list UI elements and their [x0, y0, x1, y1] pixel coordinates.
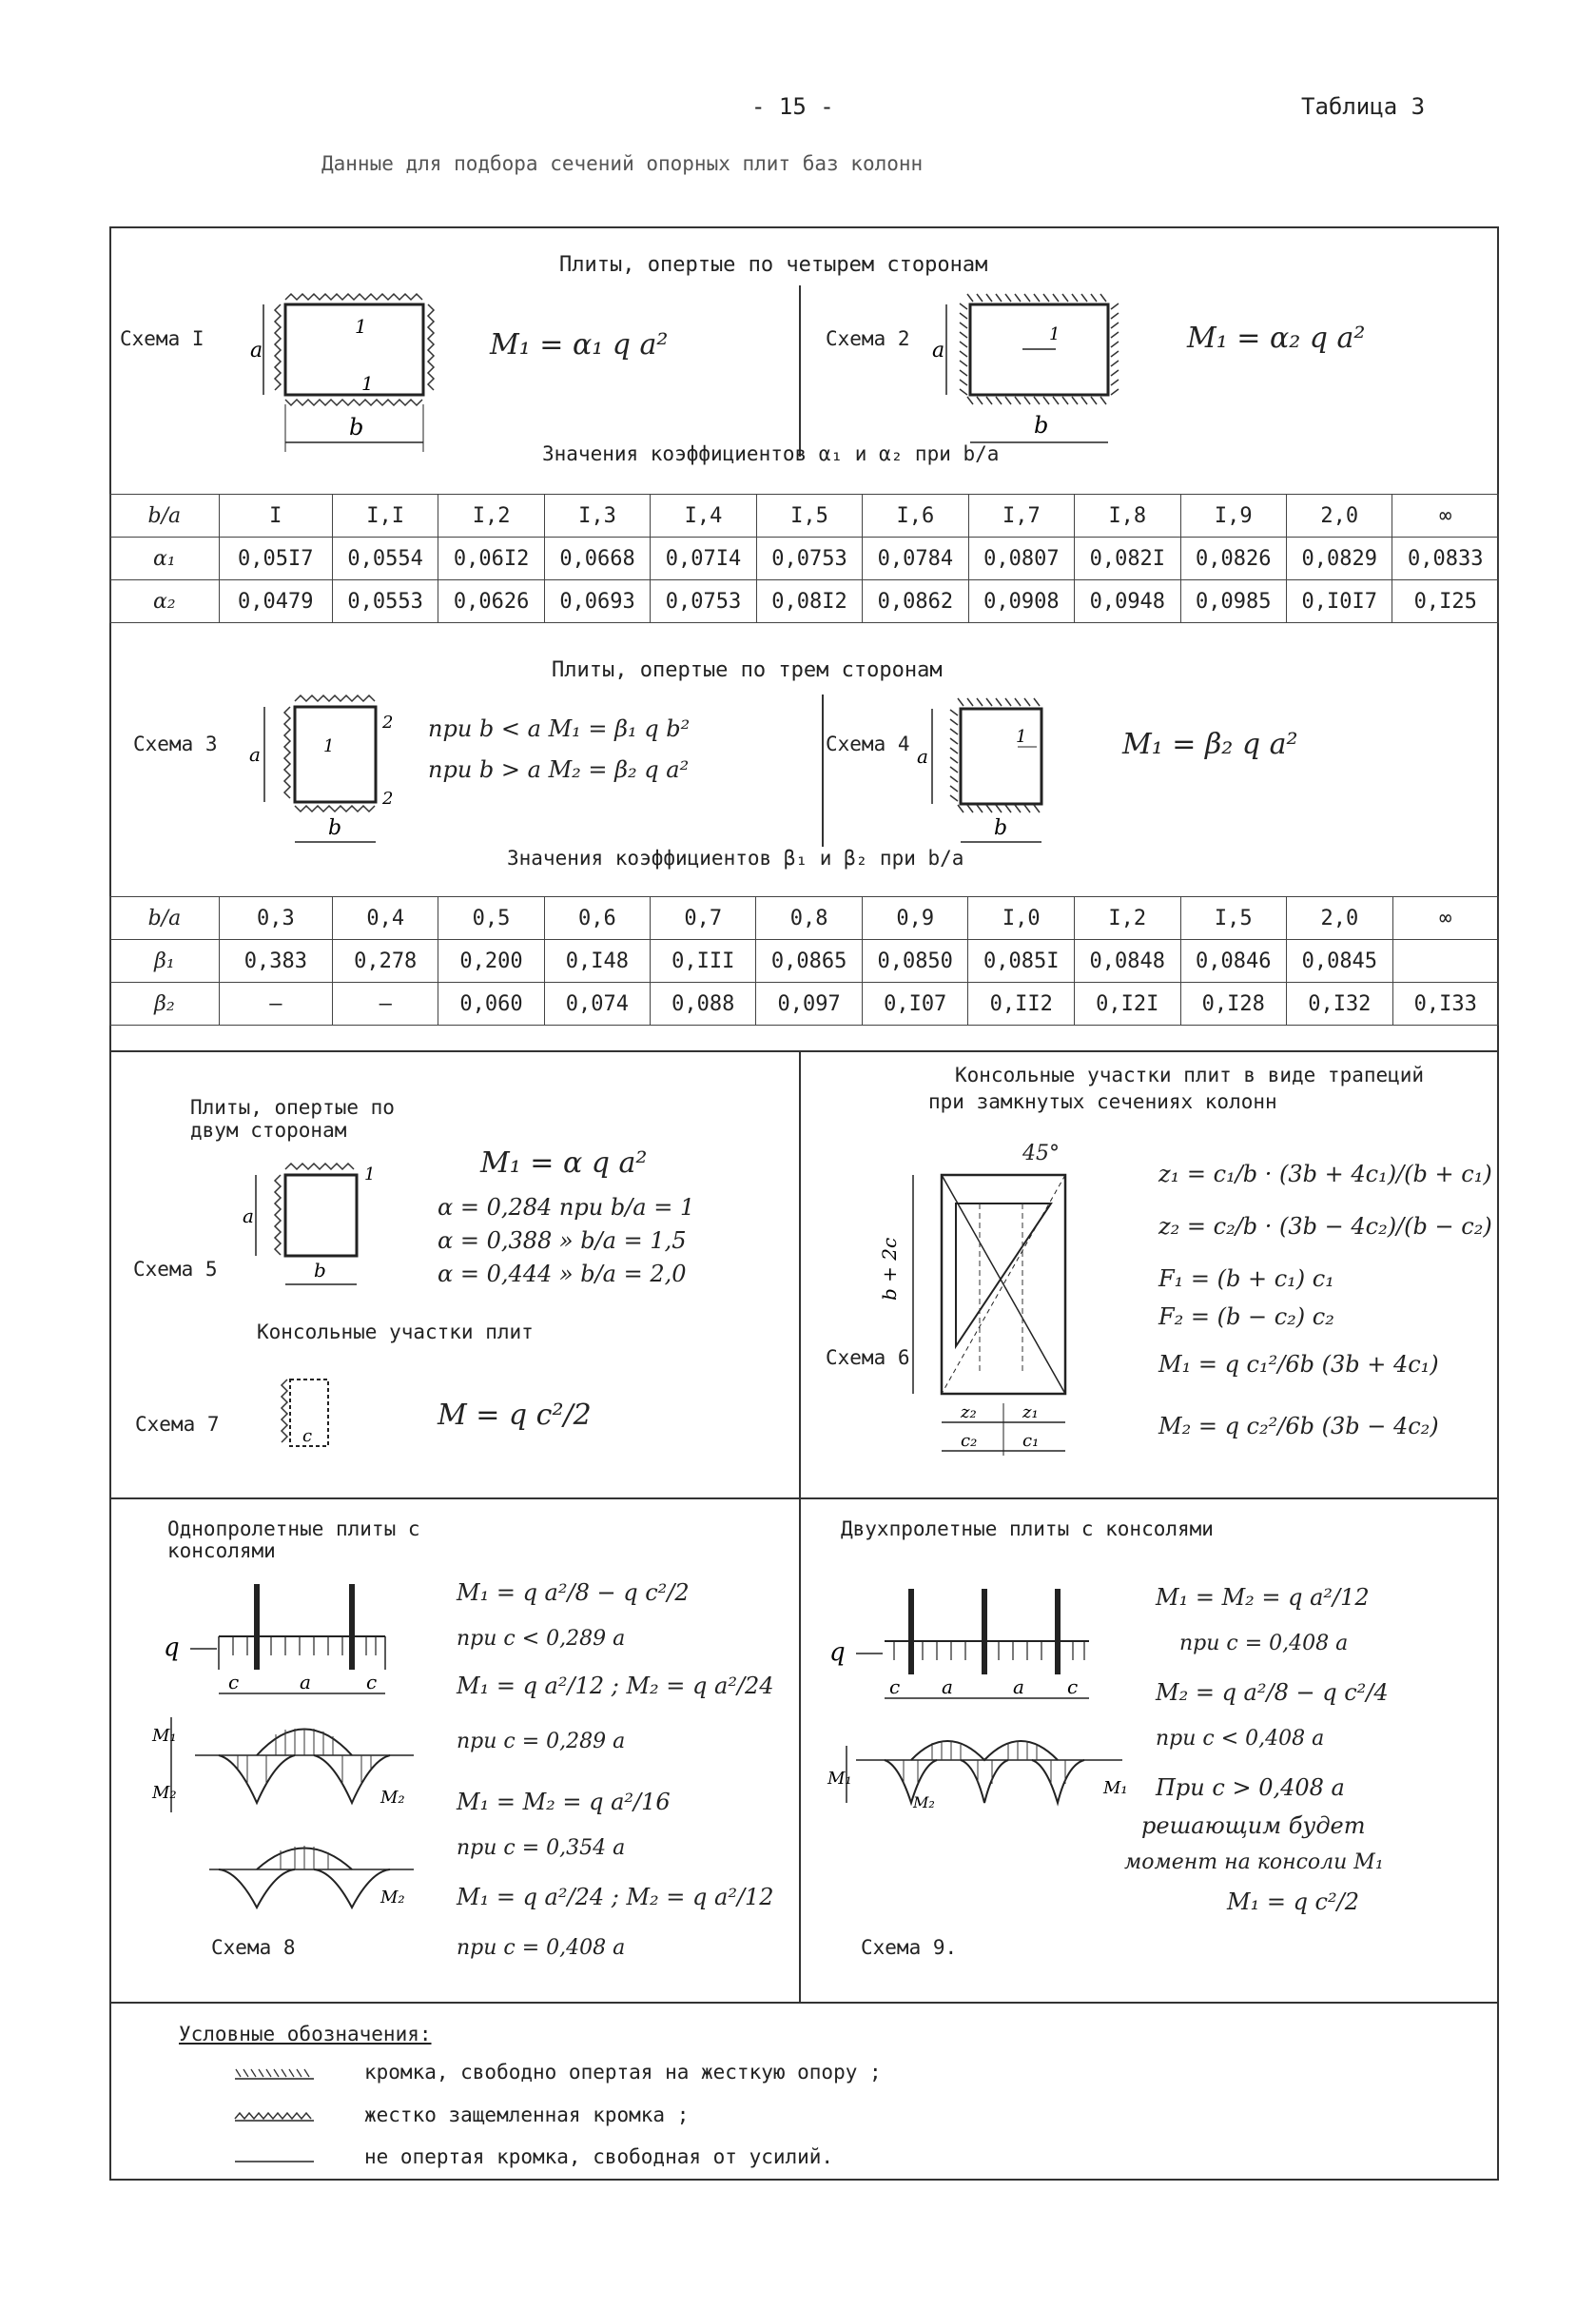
table-cell: 0,0833: [1392, 538, 1499, 580]
svg-text:1: 1: [361, 372, 374, 395]
scheme9-line-1: M₁ = M₂ = q a²/12: [1156, 1584, 1370, 1611]
scheme2-label: Схема 2: [826, 327, 910, 350]
table-cell: 0,0908: [968, 580, 1074, 623]
hinged-edge-symbol: [233, 2064, 319, 2084]
scheme3-formula-1: при b < a M₁ = β₁ q b²: [428, 715, 691, 742]
legend-item-hinged: кромка, свободно опертая на жесткую опору ;: [364, 2061, 882, 2084]
scheme9-line-4: при c < 0,408 a: [1156, 1727, 1325, 1751]
fixed-edge-symbol: [233, 2107, 319, 2126]
table-header-cell: I,3: [544, 495, 650, 538]
svg-text:M₂: M₂: [913, 1793, 935, 1811]
table-cell: β₁: [110, 940, 220, 983]
scheme6-line-1: z₁ = c₁/b · (3b + 4c₁)/(b + c₁): [1158, 1161, 1492, 1187]
table-header-cell: I,5: [1180, 897, 1287, 940]
section4-left-title-2: консолями: [167, 1539, 276, 1562]
table-cell: 0,085I: [968, 940, 1075, 983]
table-cell: 0,0846: [1180, 940, 1287, 983]
svg-text:b + 2c: b + 2c: [878, 1237, 901, 1301]
scheme6-label: Схема 6: [826, 1346, 910, 1369]
svg-text:M₂: M₂: [380, 1888, 405, 1908]
table-cell: 0,0948: [1075, 580, 1180, 623]
page-number: - 15 -: [751, 93, 834, 120]
table-cell: 0,05I7: [219, 538, 332, 580]
scheme9-diagram: [818, 1579, 1141, 1893]
section4-left-title-1: Однопролетные плиты с: [167, 1517, 420, 1540]
table-cell: 0,088: [651, 983, 756, 1026]
scheme4-formula: M₁ = β₂ q a²: [1122, 728, 1298, 761]
table-cell: 0,0553: [332, 580, 438, 623]
table-header-cell: I,4: [651, 495, 756, 538]
table-cell: 0,060: [438, 983, 544, 1026]
table-header-cell: 0,4: [333, 897, 438, 940]
svg-text:a: a: [917, 745, 928, 768]
svg-text:a: a: [932, 339, 945, 362]
table-cell: 0,07I4: [651, 538, 756, 580]
scheme8-line-1: M₁ = q a²/8 − q c²/2: [457, 1579, 690, 1606]
section3-right-title-2: при замкнутых сечениях колонн: [928, 1090, 1277, 1113]
table-cell: α₂: [110, 580, 220, 623]
section1-title: Плиты, опертые по четырем сторонам: [559, 253, 988, 277]
svg-text:b: b: [314, 1259, 326, 1282]
scheme5-diagram: [243, 1156, 385, 1299]
scheme1-label: Схема I: [120, 327, 204, 350]
table-header-cell: I,5: [756, 495, 862, 538]
table-cell: 0,08I2: [756, 580, 862, 623]
table-cell: 0,I2I: [1075, 983, 1181, 1026]
free-edge-symbol: [233, 2150, 319, 2169]
scheme8-line-2: при c < 0,289 a: [457, 1627, 626, 1651]
table-cell: 0,I48: [544, 940, 650, 983]
section-divider: [799, 1497, 801, 2002]
svg-text:1: 1: [1016, 727, 1027, 747]
svg-text:1: 1: [1049, 324, 1061, 344]
scheme9-line-2: при c = 0,408 a: [1179, 1632, 1349, 1655]
table-header-cell: 0,7: [651, 897, 756, 940]
scheme7-formula: M = q c²/2: [438, 1399, 592, 1432]
table-cell: 0,074: [544, 983, 650, 1026]
scheme9-line-5: При c > 0,408 a: [1156, 1774, 1345, 1801]
legend-title: Условные обозначения:: [179, 2023, 432, 2045]
table-header-cell: I,2: [1075, 897, 1181, 940]
table-header-cell: 0,8: [756, 897, 863, 940]
table-cell: 0,0850: [862, 940, 968, 983]
section3-left-title-2: двум сторонам: [190, 1119, 347, 1142]
svg-text:q: q: [164, 1634, 180, 1662]
scheme7-label: Схема 7: [135, 1413, 220, 1436]
scheme5-line-2: α = 0,388 » b/a = 1,5: [438, 1227, 687, 1254]
table-header-cell: b/a: [110, 897, 220, 940]
scheme5-formula: M₁ = α q a²: [480, 1146, 648, 1180]
table-cell: 0,0753: [651, 580, 756, 623]
beta-coef-table: [109, 896, 1499, 1026]
scheme4-diagram: [913, 695, 1065, 861]
table-cell: 0,200: [438, 940, 544, 983]
legend-item-free: не опертая кромка, свободная от усилий.: [364, 2145, 834, 2168]
scheme8-diagram: [143, 1575, 418, 1936]
scheme1-diagram: [243, 290, 452, 471]
scheme8-label: Схема 8: [211, 1936, 296, 1959]
table-cell: 0,0693: [544, 580, 650, 623]
table-cell: 0,0479: [219, 580, 332, 623]
table-cell: 0,0848: [1075, 940, 1181, 983]
svg-text:c: c: [366, 1671, 378, 1693]
svg-text:a: a: [300, 1671, 311, 1693]
svg-text:1: 1: [364, 1164, 376, 1184]
table-cell: 0,278: [333, 940, 438, 983]
scheme3-formula-2: при b > a M₂ = β₂ q a²: [428, 756, 690, 783]
table-cell: 0,383: [219, 940, 332, 983]
scheme8-line-8: при c = 0,408 a: [457, 1936, 626, 1960]
scheme4-label: Схема 4: [826, 733, 910, 755]
table-header-cell: 2,0: [1287, 495, 1392, 538]
section-divider: [109, 1050, 1499, 1052]
table-header-cell: b/a: [110, 495, 220, 538]
section3-left-title-1: Плиты, опертые по: [190, 1096, 395, 1119]
table-cell: 0,I32: [1287, 983, 1393, 1026]
scheme9-line-6: решающим будет: [1141, 1812, 1366, 1839]
divider: [799, 285, 801, 457]
table-cell: 0,0753: [756, 538, 862, 580]
table-cell: 0,0784: [863, 538, 968, 580]
svg-text:a: a: [1013, 1675, 1024, 1698]
svg-text:z₁: z₁: [1022, 1402, 1039, 1422]
table-header-cell: I,I: [332, 495, 438, 538]
svg-text:a: a: [250, 339, 263, 362]
table-cell: 0,082I: [1075, 538, 1180, 580]
table-cell: 0,I28: [1180, 983, 1287, 1026]
svg-text:z₂: z₂: [961, 1402, 977, 1422]
section3-right-title-1: Консольные участки плит в виде трапеций: [955, 1064, 1425, 1086]
scheme3-label: Схема 3: [133, 733, 218, 755]
scheme7-diagram: [276, 1375, 342, 1460]
svg-text:M₁: M₁: [827, 1769, 852, 1789]
table-cell: –: [333, 983, 438, 1026]
svg-text:M₂: M₂: [380, 1788, 405, 1808]
table-cell: 0,I25: [1392, 580, 1499, 623]
scheme8-line-3: M₁ = q a²/12 ; M₂ = q a²/24: [457, 1673, 774, 1699]
table-cell: β₂: [110, 983, 220, 1026]
table-cell: 0,0845: [1287, 940, 1393, 983]
scheme5-line-3: α = 0,444 » b/a = 2,0: [438, 1261, 687, 1287]
scheme6-line-4: F₂ = (b − c₂) c₂: [1158, 1303, 1334, 1330]
table-header-cell: ∞: [1392, 495, 1499, 538]
scheme9-line-3: M₂ = q a²/8 − q c²/4: [1156, 1679, 1389, 1706]
table-cell: 0,0985: [1180, 580, 1286, 623]
table-cell: 0,0826: [1180, 538, 1286, 580]
scheme8-line-4: при c = 0,289 a: [457, 1730, 626, 1753]
scheme3-diagram: [247, 690, 399, 861]
scheme6-diagram: [878, 1146, 1113, 1470]
table-cell: 0,I33: [1392, 983, 1498, 1026]
svg-text:a: a: [243, 1204, 254, 1227]
scheme1-formula: M₁ = α₁ q a²: [490, 328, 669, 362]
legend-item-fixed: жестко защемленная кромка ;: [364, 2104, 690, 2126]
table-header-cell: I,6: [863, 495, 968, 538]
section2-coef-caption: Значения коэффициентов β₁ и β₂ при b/a: [507, 847, 964, 870]
section1-coef-caption: Значения коэффициентов α₁ и α₂ при b/a: [542, 442, 1000, 465]
svg-text:b: b: [349, 414, 364, 440]
section2-title: Плиты, опертые по трем сторонам: [552, 658, 943, 682]
scheme5-line-1: α = 0,284 при b/a = 1: [438, 1194, 695, 1221]
svg-text:q: q: [829, 1638, 846, 1667]
scheme8-line-5: M₁ = M₂ = q a²/16: [457, 1789, 671, 1815]
table-label: Таблица 3: [1301, 93, 1426, 120]
scheme6-angle: 45°: [1022, 1142, 1060, 1165]
svg-text:a: a: [249, 743, 261, 766]
scheme9-line-7: момент на консоли M₁: [1124, 1850, 1384, 1874]
scheme9-label: Схема 9.: [861, 1936, 958, 1959]
svg-text:2: 2: [382, 789, 394, 809]
scheme8-line-6: при c = 0,354 a: [457, 1836, 626, 1860]
section-divider: [799, 1050, 801, 1497]
scheme2-formula: M₁ = α₂ q a²: [1187, 322, 1366, 355]
svg-text:b: b: [994, 816, 1008, 840]
svg-text:b: b: [328, 816, 342, 840]
svg-text:M₁: M₁: [1103, 1778, 1128, 1798]
svg-text:M₁: M₁: [152, 1726, 177, 1746]
table-cell: 0,I07: [862, 983, 968, 1026]
divider: [822, 695, 824, 847]
table-cell: 0,0554: [332, 538, 438, 580]
svg-text:c₂: c₂: [961, 1431, 978, 1451]
svg-text:c₁: c₁: [1022, 1431, 1040, 1451]
scheme6-line-6: M₂ = q c₂²/6b (3b − 4c₂): [1158, 1413, 1439, 1439]
svg-text:1: 1: [323, 736, 335, 756]
svg-text:2: 2: [382, 713, 394, 733]
table-cell: 0,II2: [968, 983, 1075, 1026]
table-header-cell: I,0: [968, 897, 1075, 940]
table-cell: α₁: [110, 538, 220, 580]
table-header-cell: ∞: [1392, 897, 1498, 940]
svg-text:M₂: M₂: [152, 1783, 177, 1803]
svg-text:c: c: [1067, 1675, 1079, 1698]
table-cell: –: [219, 983, 332, 1026]
table-header-cell: I,7: [968, 495, 1074, 538]
svg-text:c: c: [302, 1426, 313, 1446]
section-divider: [109, 1497, 1499, 1499]
scheme6-line-5: M₁ = q c₁²/6b (3b + 4c₁): [1158, 1351, 1439, 1378]
table-header-cell: I: [219, 495, 332, 538]
table-header-cell: I,9: [1180, 495, 1286, 538]
table-header-cell: 0,5: [438, 897, 544, 940]
table-cell: 0,III: [651, 940, 756, 983]
scheme6-line-3: F₁ = (b + c₁) c₁: [1158, 1265, 1334, 1292]
table-cell: 0,0807: [968, 538, 1074, 580]
table-cell: 0,0626: [438, 580, 544, 623]
scheme6-line-2: z₂ = c₂/b · (3b − 4c₂)/(b − c₂): [1158, 1213, 1492, 1240]
table-header-cell: 0,3: [219, 897, 332, 940]
table-header-cell: 2,0: [1287, 897, 1393, 940]
table-cell: 0,0865: [756, 940, 863, 983]
section-divider: [109, 2002, 1499, 2004]
svg-text:c: c: [228, 1671, 240, 1693]
scheme5-label: Схема 5: [133, 1258, 218, 1281]
table-header-cell: 0,6: [544, 897, 650, 940]
svg-text:b: b: [1034, 412, 1049, 439]
scheme8-line-7: M₁ = q a²/24 ; M₂ = q a²/12: [457, 1884, 774, 1910]
document-subtitle: Данные для подбора сечений опорных плит баз колонн: [321, 152, 924, 175]
table-header-cell: I,2: [438, 495, 544, 538]
svg-text:a: a: [942, 1675, 953, 1698]
svg-text:1: 1: [355, 315, 367, 338]
table-header-cell: 0,9: [862, 897, 968, 940]
table-cell: 0,0668: [544, 538, 650, 580]
table-cell: [1392, 940, 1498, 983]
table-cell: 0,097: [756, 983, 863, 1026]
section4-right-title: Двухпролетные плиты с консолями: [841, 1517, 1214, 1540]
table-cell: 0,0829: [1287, 538, 1392, 580]
alpha-coef-table: [109, 494, 1499, 623]
cons-title: Консольные участки плит: [257, 1321, 534, 1343]
table-cell: 0,I0I7: [1287, 580, 1392, 623]
table-cell: 0,06I2: [438, 538, 544, 580]
svg-text:c: c: [889, 1675, 901, 1698]
scheme9-line-8: M₁ = q c²/2: [1227, 1888, 1359, 1915]
table-header-cell: I,8: [1075, 495, 1180, 538]
table-cell: 0,0862: [863, 580, 968, 623]
